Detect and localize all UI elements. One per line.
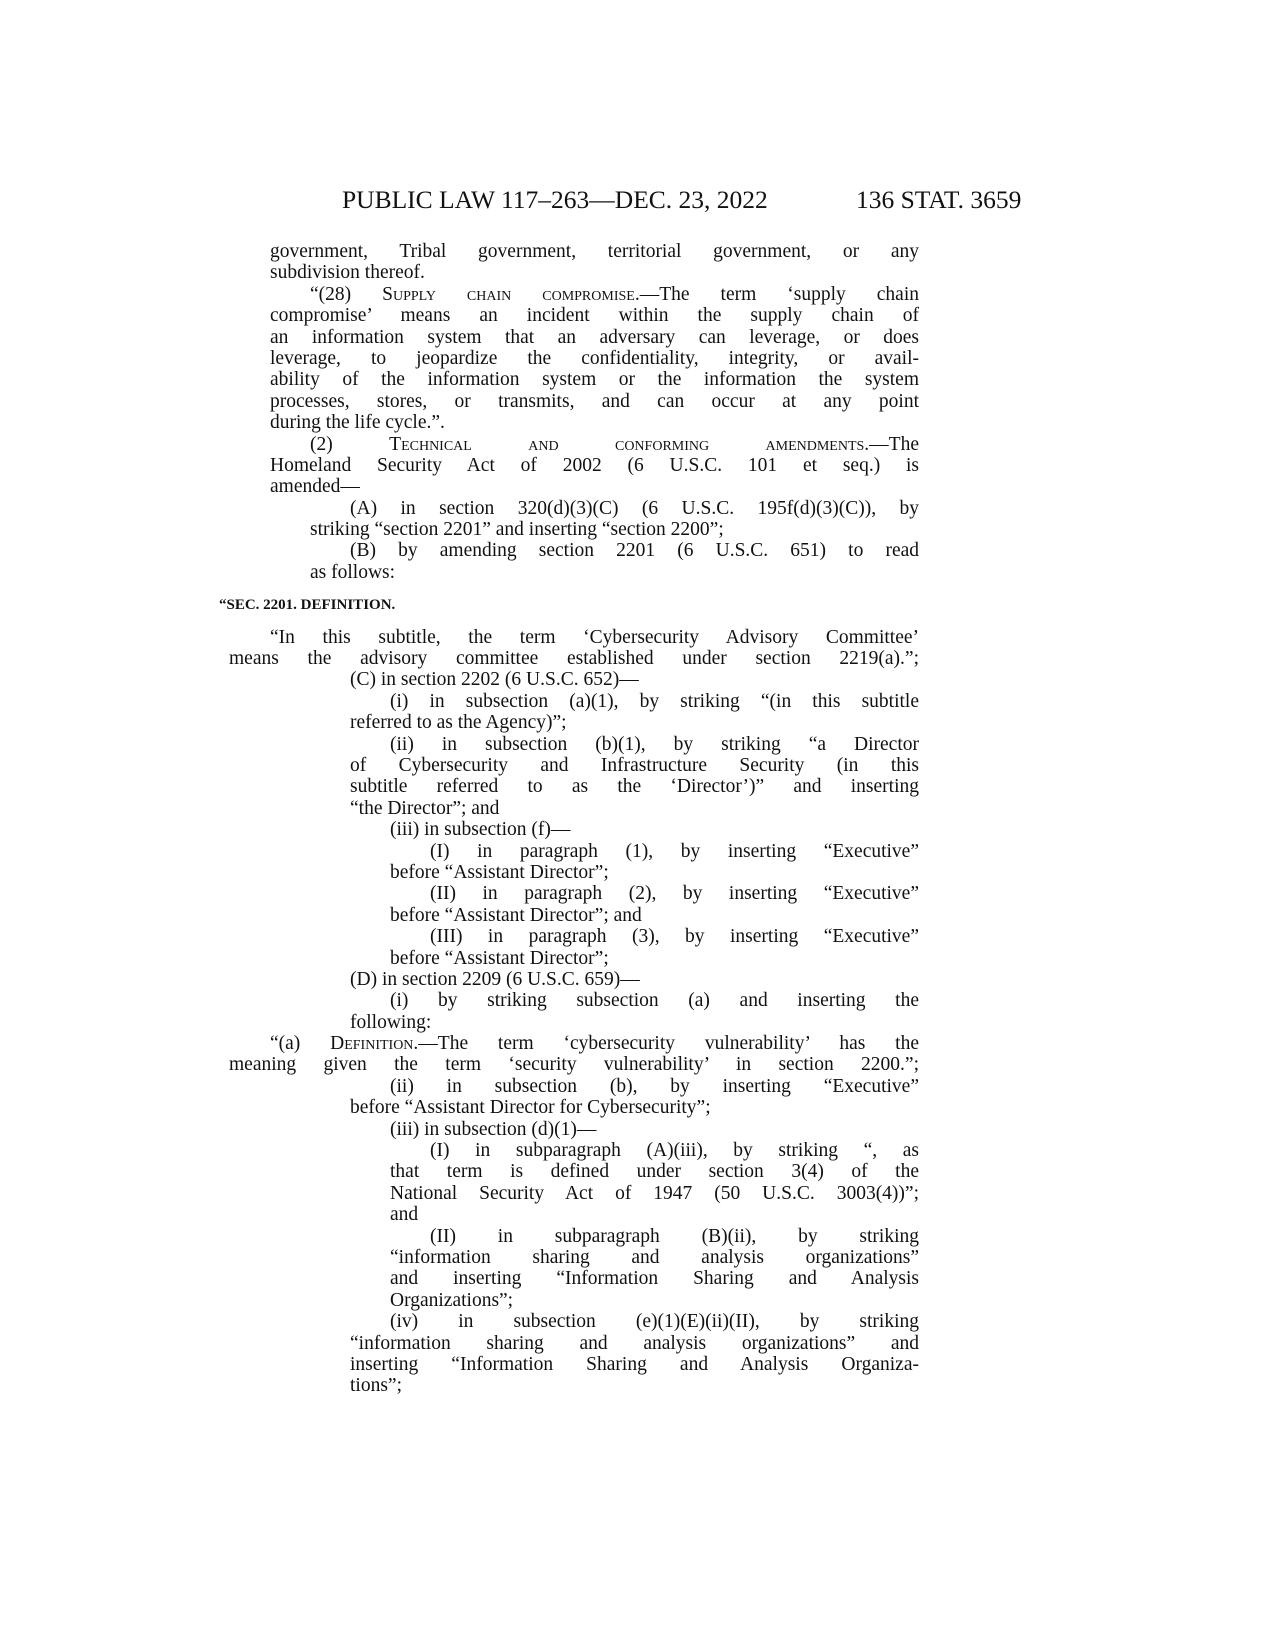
text-line: government, Tribal government, territorial government, or any — [270, 241, 919, 262]
text-line: (I) in subparagraph (A)(iii), by striking “, as — [430, 1140, 919, 1162]
text-line: Organizations”; — [390, 1289, 514, 1311]
text-line: leverage, to jeopardize the confidentiality, integrity, or avail- — [270, 347, 919, 369]
text-line: “the Director”; and — [350, 797, 500, 819]
text-line: following: — [350, 1011, 432, 1033]
text-line: (iii) in subsection (d)(1)— — [390, 1118, 597, 1140]
text-line: amended— — [270, 476, 360, 498]
text-line: (iv) in subsection (e)(1)(E)(ii)(II), by striking — [390, 1311, 919, 1333]
text-line: tions”; — [350, 1375, 402, 1397]
text-line: and inserting “Information Sharing and Analysis — [390, 1268, 919, 1290]
text-line: before “Assistant Director”; and — [390, 904, 642, 926]
text-line: (ii) in subsection (b), by inserting “Executive” — [390, 1075, 919, 1097]
text-line: Homeland Security Act of 2002 (6 U.S.C. 101 et seq.) is — [270, 454, 919, 476]
small-caps-heading: Definition — [330, 1033, 414, 1055]
running-head-title: PUBLIC LAW 117–263—DEC. 23, 2022 — [342, 185, 768, 214]
text-line: processes, stores, or transmits, and can occur at any point — [270, 390, 919, 412]
small-caps-heading: Technical and conforming amendments — [389, 433, 865, 455]
text-line: (i) by striking subsection (a) and inserting the — [390, 990, 919, 1012]
text-line: “(28) Supply chain compromise.—The term ‘supply chain — [310, 283, 919, 305]
text-line: (C) in section 2202 (6 U.S.C. 652)— — [350, 669, 639, 691]
text-line: as follows: — [310, 561, 396, 583]
text-line: means the advisory committee established under section 2219(a).”; — [229, 648, 919, 670]
text-line: striking “section 2201” and inserting “section 2200”; — [310, 519, 724, 541]
body-text — [219, 241, 919, 1397]
text-line: during the life cycle.”. — [270, 412, 445, 434]
text-line: (i) in subsection (a)(1), by striking “(in this subtitle — [390, 690, 919, 712]
text-line: (II) in paragraph (2), by inserting “Executive” — [430, 883, 919, 905]
text-line: (2) Technical and conforming amendments.—The — [310, 433, 919, 455]
text-line: of Cybersecurity and Infrastructure Security (in this — [350, 754, 919, 776]
text-line: subdivision thereof. — [270, 262, 425, 284]
text-line: inserting “Information Sharing and Analysis Organiza- — [350, 1353, 919, 1375]
text-line: (B) by amending section 2201 (6 U.S.C. 651) to read — [350, 540, 919, 562]
text-line: subtitle referred to as the ‘Director’)” and inserting — [350, 776, 919, 798]
text-line: (I) in paragraph (1), by inserting “Executive” — [430, 840, 919, 862]
text-line: (A) in section 320(d)(3)(C) (6 U.S.C. 195f(d)(3)(C)), by — [350, 497, 919, 519]
text-line: before “Assistant Director for Cybersecurity”; — [350, 1097, 711, 1119]
text-line: an information system that an adversary can leverage, or does — [270, 326, 919, 348]
text-line: (III) in paragraph (3), by inserting “Executive” — [430, 926, 919, 948]
text-line: (iii) in subsection (f)— — [390, 819, 571, 841]
text-line: referred to as the Agency)”; — [350, 712, 567, 734]
text-line: “information sharing and analysis organizations” and — [350, 1332, 919, 1354]
text-line: and — [390, 1204, 419, 1226]
statute-page-number: 136 STAT. 3659 — [856, 185, 1022, 214]
text-line: “(a) Definition.—The term ‘cybersecurity vulnerability’ has the — [270, 1033, 919, 1055]
text-line: “information sharing and analysis organizations” — [390, 1246, 919, 1268]
text-line: meaning given the term ‘security vulnerability’ in section 2200.”; — [229, 1054, 919, 1076]
section-heading: “SEC. 2201. DEFINITION. — [219, 597, 396, 614]
text-line: “In this subtitle, the term ‘Cybersecurity Advisory Committee’ — [270, 626, 919, 648]
small-caps-heading: Supply chain compromise — [382, 283, 635, 305]
text-line: ability of the information system or the information the system — [270, 369, 919, 391]
text-line: (D) in section 2209 (6 U.S.C. 659)— — [350, 968, 640, 990]
text-line: (ii) in subsection (b)(1), by striking “a Director — [390, 733, 919, 755]
text-line: before “Assistant Director”; — [390, 861, 609, 883]
text-line: compromise’ means an incident within the supply chain of — [270, 305, 919, 327]
text-line: that term is defined under section 3(4) of the — [390, 1161, 919, 1183]
text-line: before “Assistant Director”; — [390, 947, 609, 969]
text-line: National Security Act of 1947 (50 U.S.C. 3003(4))”; — [390, 1182, 919, 1204]
text-line: (II) in subparagraph (B)(ii), by striking — [430, 1225, 919, 1247]
page-header — [0, 185, 1275, 225]
